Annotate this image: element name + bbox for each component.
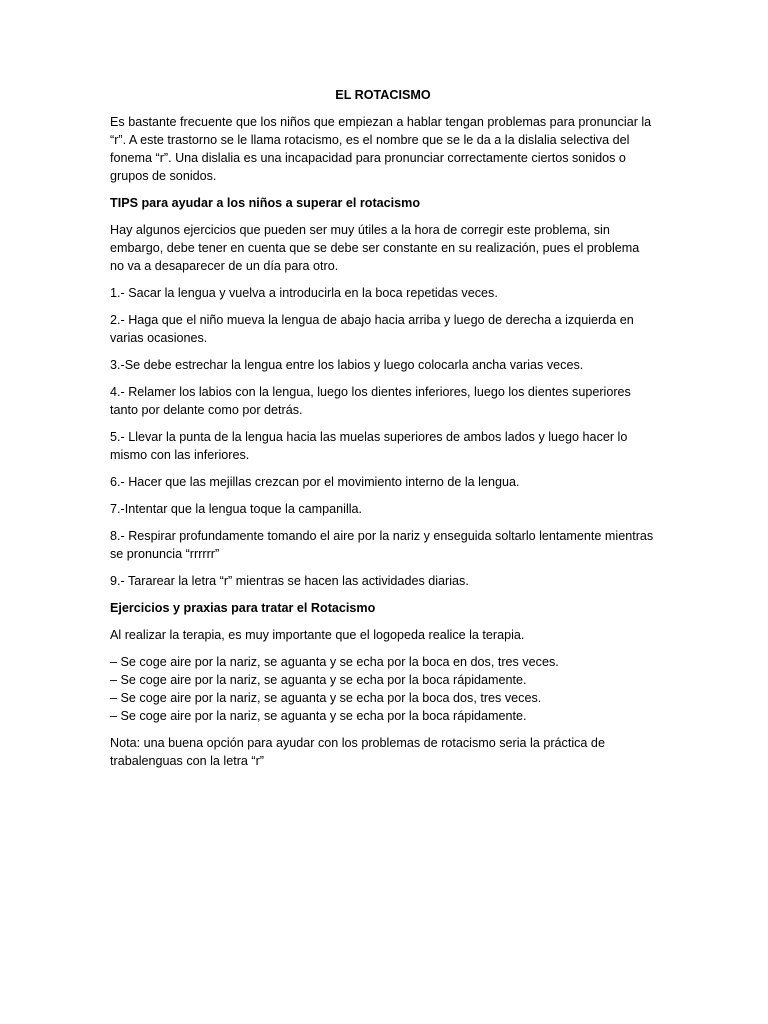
document-title: EL ROTACISMO — [335, 88, 431, 102]
tips-intro-paragraph: Hay algunos ejercicios que pueden ser muy útiles a la hora de corregir este problema, sin embargo, debe tener en cuenta que se debe ser constante en su realización, pues el problema no va a desaparecer de un día para otro. — [110, 223, 640, 273]
tip-item-5: 5.- Llevar la punta de la lengua hacia las muelas superiores de ambos lados y luego hacer lo mismo con las inferiores. — [110, 430, 628, 462]
exercises-list — [110, 653, 656, 725]
tip-item-7: 7.-Intentar que la lengua toque la campanilla. — [110, 502, 363, 516]
tip-item-1: 1.- Sacar la lengua y vuelva a introducirla en la boca repetidas veces. — [110, 286, 498, 300]
exercise-item-1: – Se coge aire por la nariz, se aguanta y se echa por la boca en dos, tres veces. — [110, 655, 559, 669]
tip-item-9: 9.- Tararear la letra “r” mientras se hacen las actividades diarias. — [110, 574, 469, 588]
tip-item-8: 8.- Respirar profundamente tomando el aire por la nariz y enseguida soltarlo lentamente mientras se pronuncia “rrrrrr” — [110, 529, 654, 561]
exercise-item-4: – Se coge aire por la nariz, se aguanta y se echa por la boca rápidamente. — [110, 709, 527, 723]
tip-item-3: 3.-Se debe estrechar la lengua entre los labios y luego colocarla ancha varias veces. — [110, 358, 584, 372]
tip-item-2: 2.- Haga que el niño mueva la lengua de abajo hacia arriba y luego de derecha a izquierda en varias ocasiones. — [110, 313, 634, 345]
exercise-item-2: – Se coge aire por la nariz, se aguanta y se echa por la boca rápidamente. — [110, 673, 527, 687]
note-paragraph: Nota: una buena opción para ayudar con los problemas de rotacismo seria la práctica de trabalenguas con la letra “r” — [110, 736, 605, 768]
exercise-item-3: – Se coge aire por la nariz, se aguanta y se echa por la boca dos, tres veces. — [110, 691, 542, 705]
intro-paragraph: Es bastante frecuente que los niños que empiezan a hablar tengan problemas para pronunciar la “r”. A este trastorno se le llama rotacismo, es el nombre que se le da a la dislalia selectiva del fonema “r”. Una dislalia es una incapacidad para pronunciar correctamente ciertos sonidos o grupos de sonidos. — [110, 115, 652, 183]
tip-item-4: 4.- Relamer los labios con la lengua, luego los dientes inferiores, luego los dientes superiores tanto por delante como por detrás. — [110, 385, 631, 417]
tips-heading: TIPS para ayudar a los niños a superar el rotacismo — [110, 196, 421, 210]
document-page — [110, 86, 656, 779]
tip-item-6: 6.- Hacer que las mejillas crezcan por el movimiento interno de la lengua. — [110, 475, 520, 489]
exercises-heading: Ejercicios y praxias para tratar el Rotacismo — [110, 601, 376, 615]
exercises-intro-paragraph: Al realizar la terapia, es muy importante que el logopeda realice la terapia. — [110, 628, 525, 642]
